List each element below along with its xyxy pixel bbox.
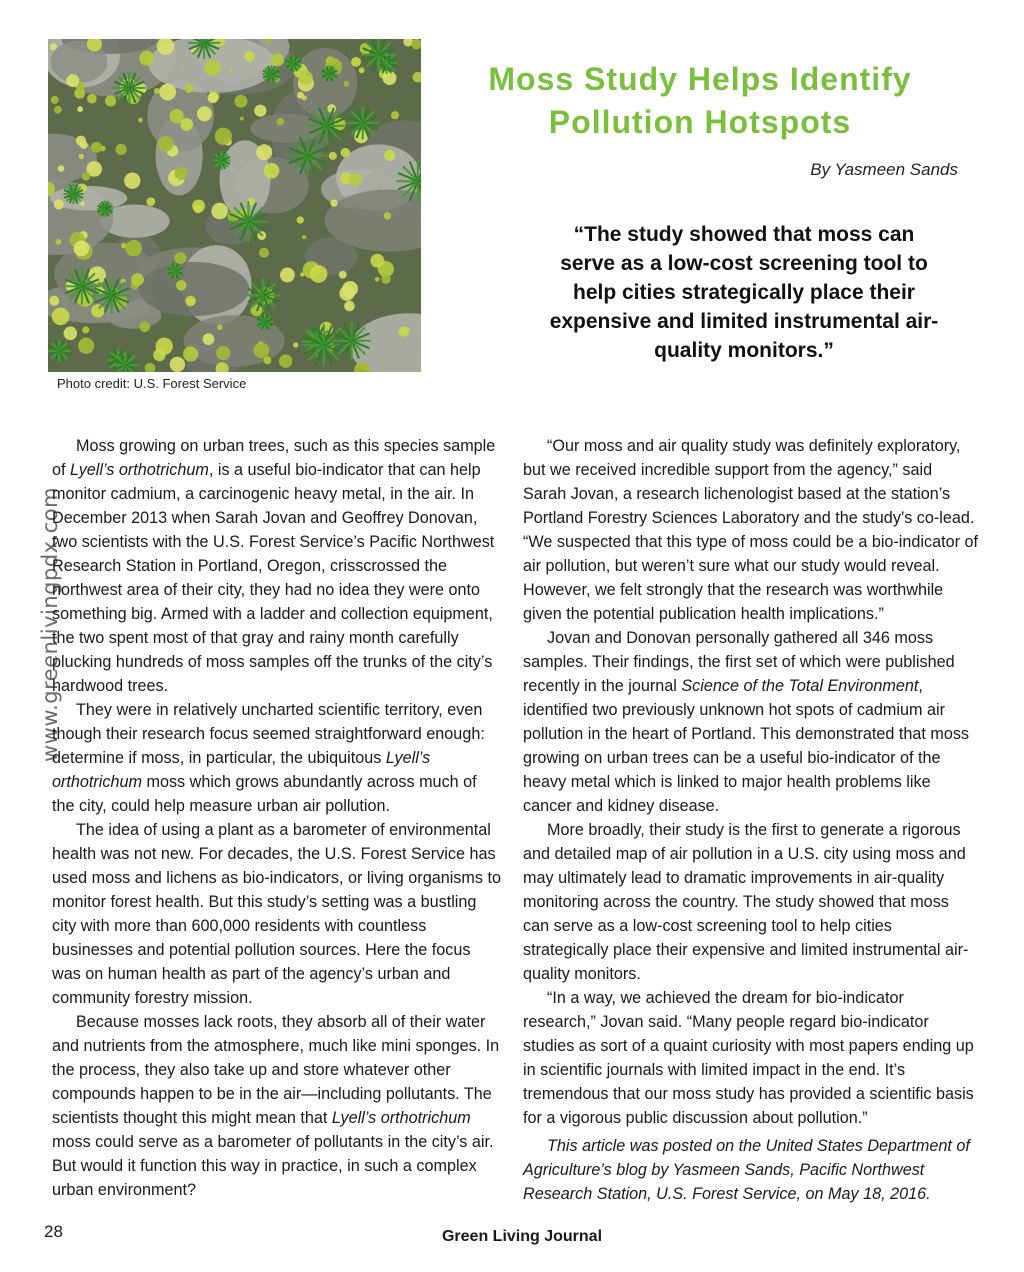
paragraph-text: moss which grows abundantly across much of the city, could help measure urban air pollution. [52, 773, 477, 815]
paragraph-text: More broadly, their study is the first to generate a rigorous and detailed map of air pollution in a U.S. city using moss and may ultimately lead to dramatic improvements in air-quality monitoring across the country. The study showed that moss can serve as a low-cost screening tool to help cities strategically place their expensive and limited instrumental air-quality monitors. [523, 821, 969, 983]
species-name: Science of the Total Environment [681, 677, 919, 695]
title-line-2: Pollution Hotspots [548, 104, 852, 140]
paragraph-text: Moss growing on urban trees, such as this species sample of [52, 437, 496, 479]
species-name: Lyell’s orthotrichum [52, 749, 431, 791]
paragraph [523, 434, 978, 626]
article-title [440, 58, 960, 144]
moss-photo [48, 39, 421, 372]
publication-name: Green Living Journal [441, 1228, 603, 1245]
paragraph-text: They were in relatively uncharted scientific territory, even though their research focus seemed straightforward enough: determine if moss, in particular, the ubiquitous [52, 701, 485, 767]
paragraph [523, 986, 978, 1130]
paragraph-text: Jovan and Donovan personally gathered all 346 moss samples. Their findings, the first set of which were published recently in the journal [523, 629, 955, 695]
moss-image [48, 39, 421, 372]
paragraph-text: The idea of using a plant as a barometer of environmental health was not new. For decades, the U.S. Forest Service has used moss and lichens as bio-indicators, or living organisms to monitor forest health. But this study’s setting was a bustling city with more than 600,000 residents with countless businesses and potential pollution sources. Here the focus was on human health as part of the agency’s urban and community forestry mission. [52, 821, 501, 1007]
left-column [52, 434, 502, 1202]
paragraph-text: moss could serve as a barometer of pollutants in the city’s air. But would it function this way in practice, in such a complex urban environment? [52, 1133, 494, 1199]
pull-quote: “The study showed that moss can serve as a low-cost screening tool to help cities strategically place their expensive and limited instrumental air-quality monitors.” [549, 223, 939, 362]
paragraph-text: , is a useful bio-indicator that can help monitor cadmium, a carcinogenic heavy metal, in the air. In December 2013 when Sarah Jovan and Geoffrey Donovan, two scientists with the U.S. Forest Service’s Pacific Northwest Research Station in Portland, Oregon, crisscrossed the northwest area of their city, they had no idea they were onto something big. Armed with a ladder and collection equipment, the two spent most of that gray and rainy month carefully plucking hundreds of moss samples off the trunks of the city’s hardwood trees. [52, 461, 495, 695]
right-column [523, 434, 978, 1206]
paragraph [523, 626, 978, 818]
article-note: This article was posted on the United States Department of Agriculture’s blog by Yasmeen Sands, Pacific Northwest Research Station, U.S. Forest Service, on May 18, 2016. [523, 1137, 970, 1203]
page-number: 28 [44, 1222, 63, 1241]
title-line-1: Moss Study Helps Identify [488, 61, 912, 97]
paragraph [523, 818, 978, 986]
paragraph [52, 434, 502, 698]
sidebar-url: www.greenlivingpdx.com [38, 486, 62, 762]
right-column-body [523, 434, 978, 1130]
byline: By Yasmeen Sands [810, 160, 958, 179]
photo-credit: Photo credit: U.S. Forest Service [57, 376, 247, 391]
species-name: Lyell’s orthotrichum [70, 461, 209, 479]
paragraph-text: “In a way, we achieved the dream for bio-indicator research,” Jovan said. “Many people regard bio-indicator studies as sort of a quaint curiosity with most papers ending up in scientific journals with limited impact in the end. It’s tremendous that our moss study has provided a scientific basis for a vigorous public discussion about pollution.” [523, 989, 974, 1127]
paragraph-text: , identified two previously unknown hot spots of cadmium air pollution in the heart of Portland. This demonstrated that moss growing on urban trees can be a useful bio-indicator of the heavy metal which is linked to major health problems like cancer and kidney disease. [523, 677, 970, 815]
paragraph [52, 1010, 502, 1202]
paragraph [52, 698, 502, 818]
species-name: Lyell’s orthotrichum [331, 1109, 471, 1127]
paragraph [52, 818, 502, 1010]
paragraph-text: “Our moss and air quality study was definitely exploratory, but we received incredible support from the agency,” said Sarah Jovan, a research lichenologist based at the station’s Portland Forestry Sciences Laboratory and the study’s co-lead. “We suspected that this type of moss could be a bio-indicator of air pollution, but weren’t sure what our study would reveal. However, we felt strongly that the research was worthwhile given the potential publication health implications.” [523, 437, 978, 623]
paragraph-text: Because mosses lack roots, they absorb all of their water and nutrients from the atmosphere, much like mini sponges. In the process, they also take up and store whatever other compounds happen to be in the air—including pollutants. The scientists thought this might mean that [52, 1013, 500, 1127]
